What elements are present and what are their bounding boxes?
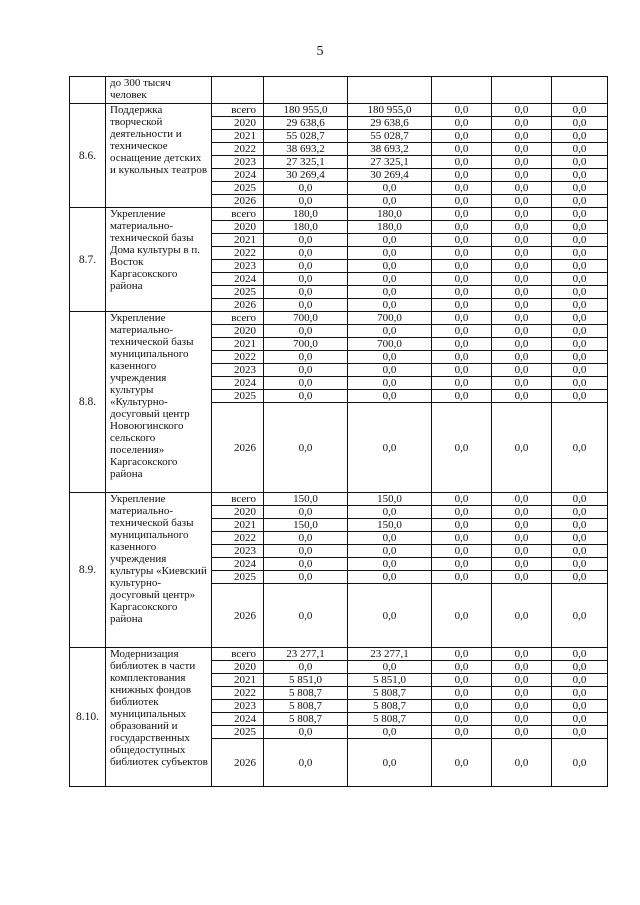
value-cell-c2: 0,0 [348, 545, 432, 558]
value-cell-c5: 0,0 [552, 169, 608, 182]
value-cell-total: 0,0 [264, 351, 348, 364]
value-cell-c4: 0,0 [492, 661, 552, 674]
value-cell-c3: 0,0 [432, 713, 492, 726]
value-cell-c5: 0,0 [552, 545, 608, 558]
value-cell-c5: 0,0 [552, 390, 608, 403]
value-cell-c2: 0,0 [348, 726, 432, 739]
value-cell-c4: 0,0 [492, 234, 552, 247]
year-cell: 2025 [212, 571, 264, 584]
value-cell-total: 0,0 [264, 260, 348, 273]
value-cell-total: 0,0 [264, 545, 348, 558]
value-cell-c3: 0,0 [432, 532, 492, 545]
section-description: Модернизация библиотек в части комплектования книжных фондов библиотек муниципальных образований и государственных общедоступных библиотек субъектов [106, 648, 212, 787]
value-cell-c2: 180,0 [348, 208, 432, 221]
value-cell-c4: 0,0 [492, 364, 552, 377]
value-cell-c5: 0,0 [552, 506, 608, 519]
value-cell-c4: 0,0 [492, 545, 552, 558]
value-cell-c2: 180 955,0 [348, 104, 432, 117]
value-cell-total: 150,0 [264, 493, 348, 506]
value-cell-c3: 0,0 [432, 584, 492, 648]
value-cell-c4: 0,0 [492, 532, 552, 545]
section-description: Укрепление материально-технической базы муниципального казенного учреждения культуры «Киевский культурно-досуговый центр» Каргасокского района [106, 493, 212, 648]
year-cell: всего [212, 208, 264, 221]
year-cell: 2022 [212, 247, 264, 260]
value-cell-c5: 0,0 [552, 571, 608, 584]
year-cell: 2020 [212, 506, 264, 519]
year-cell: 2022 [212, 143, 264, 156]
value-cell-c5: 0,0 [552, 195, 608, 208]
value-cell-c4: 0,0 [492, 584, 552, 648]
year-cell: 2021 [212, 234, 264, 247]
page-number: 5 [316, 44, 324, 59]
value-cell-c3: 0,0 [432, 390, 492, 403]
value-cell-total: 0,0 [264, 273, 348, 286]
year-cell: 2025 [212, 390, 264, 403]
value-cell-c5: 0,0 [552, 182, 608, 195]
value-cell-c3: 0,0 [432, 403, 492, 493]
value-cell-c5: 0,0 [552, 130, 608, 143]
value-cell-c3: 0,0 [432, 221, 492, 234]
value-cell-total: 180,0 [264, 208, 348, 221]
value-cell-c2: 0,0 [348, 739, 432, 787]
year-cell: всего [212, 493, 264, 506]
value-cell-total: 0,0 [264, 506, 348, 519]
table-row [70, 104, 608, 117]
value-cell-c5: 0,0 [552, 403, 608, 493]
value-cell-c3: 0,0 [432, 571, 492, 584]
value-cell-c4: 0,0 [492, 312, 552, 325]
value-cell-total: 150,0 [264, 519, 348, 532]
year-cell: 2023 [212, 700, 264, 713]
value-cell-c3: 0,0 [432, 234, 492, 247]
value-cell-c2: 0,0 [348, 325, 432, 338]
value-cell-c3: 0,0 [432, 687, 492, 700]
value-cell-total: 180 955,0 [264, 104, 348, 117]
table-row [70, 208, 608, 221]
year-cell: 2023 [212, 156, 264, 169]
value-cell-c5: 0,0 [552, 674, 608, 687]
value-cell-total: 0,0 [264, 299, 348, 312]
value-cell-c2: 0,0 [348, 584, 432, 648]
value-cell-c4: 0,0 [492, 156, 552, 169]
value-cell-c5: 0,0 [552, 661, 608, 674]
value-cell-total: 0,0 [264, 661, 348, 674]
value-cell-c3: 0,0 [432, 273, 492, 286]
value-cell-c4: 0,0 [492, 713, 552, 726]
year-cell: 2020 [212, 117, 264, 130]
value-cell-c4: 0,0 [492, 390, 552, 403]
year-cell: 2025 [212, 286, 264, 299]
year-cell: 2020 [212, 661, 264, 674]
year-cell: 2024 [212, 273, 264, 286]
value-cell-total: 0,0 [264, 195, 348, 208]
value-cell-total: 0,0 [264, 584, 348, 648]
value-cell-c2: 0,0 [348, 364, 432, 377]
value-cell-c2: 0,0 [348, 558, 432, 571]
value-cell-c4: 0,0 [492, 674, 552, 687]
value-cell-total: 5 808,7 [264, 687, 348, 700]
value-cell-total: 0,0 [264, 390, 348, 403]
year-cell: 2020 [212, 221, 264, 234]
value-cell-total: 0,0 [264, 364, 348, 377]
value-cell-c5: 0,0 [552, 143, 608, 156]
value-cell-c3: 0,0 [432, 130, 492, 143]
value-cell-c2: 0,0 [348, 273, 432, 286]
value-cell-total: 0,0 [264, 247, 348, 260]
index-cell [70, 77, 106, 104]
value-cell-c5: 0,0 [552, 532, 608, 545]
section-description: Укрепление материально-технической базы Дома культуры в п. Восток Каргасокского района [106, 208, 212, 312]
section-description: Поддержка творческой деятельности и техническое оснащение детских и кукольных театров [106, 104, 212, 208]
value-cell-c5: 0,0 [552, 558, 608, 571]
value-cell-c3: 0,0 [432, 143, 492, 156]
value-cell-c4: 0,0 [492, 739, 552, 787]
value-cell-c5: 0,0 [552, 247, 608, 260]
value-cell-total: 0,0 [264, 726, 348, 739]
value-cell-c2: 0,0 [348, 351, 432, 364]
year-cell: 2024 [212, 169, 264, 182]
year-cell: 2025 [212, 182, 264, 195]
year-cell: 2022 [212, 351, 264, 364]
value-cell-c2: 0,0 [348, 299, 432, 312]
value-cell-c3: 0,0 [432, 338, 492, 351]
value-cell-c3: 0,0 [432, 299, 492, 312]
year-cell: 2020 [212, 325, 264, 338]
year-cell: 2021 [212, 674, 264, 687]
year-cell: 2023 [212, 364, 264, 377]
value-cell-c4: 0,0 [492, 493, 552, 506]
value-cell-c4: 0,0 [492, 506, 552, 519]
year-cell: 2021 [212, 130, 264, 143]
value-cell-total: 0,0 [264, 532, 348, 545]
value-cell-c3: 0,0 [432, 351, 492, 364]
year-cell: всего [212, 312, 264, 325]
year-cell: всего [212, 104, 264, 117]
value-cell-c5: 0,0 [552, 584, 608, 648]
value-cell-total: 30 269,4 [264, 169, 348, 182]
value-cell-c3: 0,0 [432, 169, 492, 182]
value-cell-c4: 0,0 [492, 104, 552, 117]
section-index: 8.9. [70, 493, 106, 648]
year-cell: 2025 [212, 726, 264, 739]
value-cell-c5: 0,0 [552, 260, 608, 273]
value-cell-c2: 0,0 [348, 403, 432, 493]
value-cell-c2: 150,0 [348, 519, 432, 532]
value-cell-c2: 30 269,4 [348, 169, 432, 182]
value-cell-c5: 0,0 [552, 299, 608, 312]
value-cell-total: 0,0 [264, 739, 348, 787]
year-cell: 2026 [212, 299, 264, 312]
value-cell-c3: 0,0 [432, 726, 492, 739]
value-cell-c5: 0,0 [552, 325, 608, 338]
section-index: 8.7. [70, 208, 106, 312]
value-cell-c2: 0,0 [348, 571, 432, 584]
value-cell-c2: 0,0 [348, 195, 432, 208]
table-row [70, 648, 608, 661]
section-index: 8.10. [70, 648, 106, 787]
value-cell-c2: 0,0 [348, 532, 432, 545]
value-cell-total: 0,0 [264, 234, 348, 247]
value-cell-c5: 0,0 [552, 208, 608, 221]
year-cell: 2024 [212, 713, 264, 726]
value-cell-c5: 0,0 [552, 739, 608, 787]
value-cell-total: 38 693,2 [264, 143, 348, 156]
value-cell-c3: 0,0 [432, 325, 492, 338]
budget-table [69, 76, 608, 787]
value-cell-total: 0,0 [264, 377, 348, 390]
value-cell-total: 5 808,7 [264, 700, 348, 713]
value-cell-c3: 0,0 [432, 661, 492, 674]
value-cell-c2: 0,0 [348, 234, 432, 247]
value-cell-total: 0,0 [264, 558, 348, 571]
value-cell-c3: 0,0 [432, 286, 492, 299]
value-cell-total: 5 808,7 [264, 713, 348, 726]
value-cell-c3: 0,0 [432, 364, 492, 377]
value-cell-c2: 55 028,7 [348, 130, 432, 143]
value-cell-c4: 0,0 [492, 221, 552, 234]
value-cell-c2: 700,0 [348, 312, 432, 325]
value-cell-c4: 0,0 [492, 286, 552, 299]
value-cell-c3: 0,0 [432, 156, 492, 169]
table-row [70, 312, 608, 325]
year-cell: 2024 [212, 377, 264, 390]
value-cell-c4: 0,0 [492, 130, 552, 143]
value-cell-c3: 0,0 [432, 195, 492, 208]
value-cell-c4: 0,0 [492, 377, 552, 390]
year-cell: 2023 [212, 260, 264, 273]
value-cell-c4: 0,0 [492, 403, 552, 493]
value-cell-c4: 0,0 [492, 117, 552, 130]
value-cell-c2: 0,0 [348, 286, 432, 299]
year-cell: 2024 [212, 558, 264, 571]
value-cell-c5: 0,0 [552, 648, 608, 661]
value-cell-c5: 0,0 [552, 726, 608, 739]
value-cell-total: 55 028,7 [264, 130, 348, 143]
value-cell-total: 5 851,0 [264, 674, 348, 687]
description-cell: до 300 тысяч человек [106, 77, 212, 104]
value-cell-c4: 0,0 [492, 351, 552, 364]
value-cell-total: 0,0 [264, 571, 348, 584]
value-cell-total: 23 277,1 [264, 648, 348, 661]
year-cell: 2026 [212, 739, 264, 787]
value-cell-c3: 0,0 [432, 506, 492, 519]
value-cell-total: 180,0 [264, 221, 348, 234]
year-cell: 2026 [212, 403, 264, 493]
value-cell-c3: 0,0 [432, 208, 492, 221]
value-cell-c4: 0,0 [492, 299, 552, 312]
value-cell-c5: 0,0 [552, 156, 608, 169]
value-cell-c2: 5 808,7 [348, 700, 432, 713]
value-cell-c5: 0,0 [552, 117, 608, 130]
value-cell-c4: 0,0 [492, 648, 552, 661]
value-cell-c5: 0,0 [552, 286, 608, 299]
value-cell-total: 0,0 [264, 286, 348, 299]
value-cell-c5: 0,0 [552, 687, 608, 700]
value-cell-c4: 0,0 [492, 571, 552, 584]
value-cell-c2: 27 325,1 [348, 156, 432, 169]
value-cell-c3: 0,0 [432, 117, 492, 130]
value-cell-c2: 5 808,7 [348, 713, 432, 726]
value-cell-c5: 0,0 [552, 519, 608, 532]
value-cell-c2: 0,0 [348, 377, 432, 390]
value-cell-c2: 0,0 [348, 182, 432, 195]
value-cell-c3: 0,0 [432, 739, 492, 787]
value-cell-c2: 0,0 [348, 506, 432, 519]
year-cell: 2023 [212, 545, 264, 558]
value-cell-c4: 0,0 [492, 208, 552, 221]
value-cell-c3: 0,0 [432, 558, 492, 571]
value-cell-c2: 23 277,1 [348, 648, 432, 661]
value-cell-c4: 0,0 [492, 273, 552, 286]
value-cell-c5: 0,0 [552, 312, 608, 325]
value-cell-c3: 0,0 [432, 182, 492, 195]
value-cell-c4: 0,0 [492, 338, 552, 351]
value-cell-c4: 0,0 [492, 247, 552, 260]
year-cell: 2026 [212, 195, 264, 208]
value-cell-c4: 0,0 [492, 143, 552, 156]
value-cell-c5: 0,0 [552, 338, 608, 351]
value-cell-c4: 0,0 [492, 195, 552, 208]
section-index: 8.8. [70, 312, 106, 493]
value-cell-c5: 0,0 [552, 234, 608, 247]
value-cell-c3: 0,0 [432, 493, 492, 506]
value-cell-c2: 180,0 [348, 221, 432, 234]
value-cell-c2: 0,0 [348, 390, 432, 403]
value-cell-c3: 0,0 [432, 545, 492, 558]
year-cell: всего [212, 648, 264, 661]
value-cell-c3: 0,0 [432, 648, 492, 661]
value-cell-c4: 0,0 [492, 558, 552, 571]
value-cell-c5: 0,0 [552, 273, 608, 286]
value-cell-c2: 38 693,2 [348, 143, 432, 156]
table-row [70, 77, 608, 104]
value-cell-c2: 700,0 [348, 338, 432, 351]
year-cell: 2022 [212, 687, 264, 700]
value-cell-c4: 0,0 [492, 182, 552, 195]
value-cell-c4: 0,0 [492, 260, 552, 273]
value-cell-c3: 0,0 [432, 700, 492, 713]
value-cell-c5: 0,0 [552, 377, 608, 390]
value-cell-c3: 0,0 [432, 519, 492, 532]
value-cell-c2: 0,0 [348, 247, 432, 260]
value-cell-total: 700,0 [264, 312, 348, 325]
value-cell-c5: 0,0 [552, 104, 608, 117]
value-cell-total: 27 325,1 [264, 156, 348, 169]
value-cell-c3: 0,0 [432, 674, 492, 687]
value-cell-c3: 0,0 [432, 104, 492, 117]
value-cell-c2: 150,0 [348, 493, 432, 506]
value-cell-c2: 29 638,6 [348, 117, 432, 130]
year-cell: 2026 [212, 584, 264, 648]
value-cell-c3: 0,0 [432, 312, 492, 325]
value-cell-c2: 0,0 [348, 260, 432, 273]
value-cell-c3: 0,0 [432, 247, 492, 260]
value-cell-c5: 0,0 [552, 364, 608, 377]
value-cell-c4: 0,0 [492, 325, 552, 338]
value-cell-total: 700,0 [264, 338, 348, 351]
year-cell: 2022 [212, 532, 264, 545]
year-cell: 2021 [212, 519, 264, 532]
section-description: Укрепление материально-технической базы муниципального казенного учреждения культуры «Культурно-досуговый центр Новоюгинского сельского поселения» Каргасокского района [106, 312, 212, 493]
value-cell-total: 0,0 [264, 325, 348, 338]
value-cell-c4: 0,0 [492, 519, 552, 532]
value-cell-c5: 0,0 [552, 351, 608, 364]
value-cell-c2: 0,0 [348, 661, 432, 674]
value-cell-total: 29 638,6 [264, 117, 348, 130]
value-cell-c5: 0,0 [552, 713, 608, 726]
table-row [70, 493, 608, 506]
value-cell-total: 0,0 [264, 403, 348, 493]
value-cell-c2: 5 808,7 [348, 687, 432, 700]
year-cell: 2021 [212, 338, 264, 351]
value-cell-c4: 0,0 [492, 726, 552, 739]
value-cell-total: 0,0 [264, 182, 348, 195]
value-cell-c4: 0,0 [492, 700, 552, 713]
section-index: 8.6. [70, 104, 106, 208]
value-cell-c4: 0,0 [492, 169, 552, 182]
value-cell-c5: 0,0 [552, 700, 608, 713]
value-cell-c3: 0,0 [432, 260, 492, 273]
value-cell-c2: 5 851,0 [348, 674, 432, 687]
value-cell-c5: 0,0 [552, 221, 608, 234]
value-cell-c5: 0,0 [552, 493, 608, 506]
value-cell-c3: 0,0 [432, 377, 492, 390]
value-cell-c4: 0,0 [492, 687, 552, 700]
